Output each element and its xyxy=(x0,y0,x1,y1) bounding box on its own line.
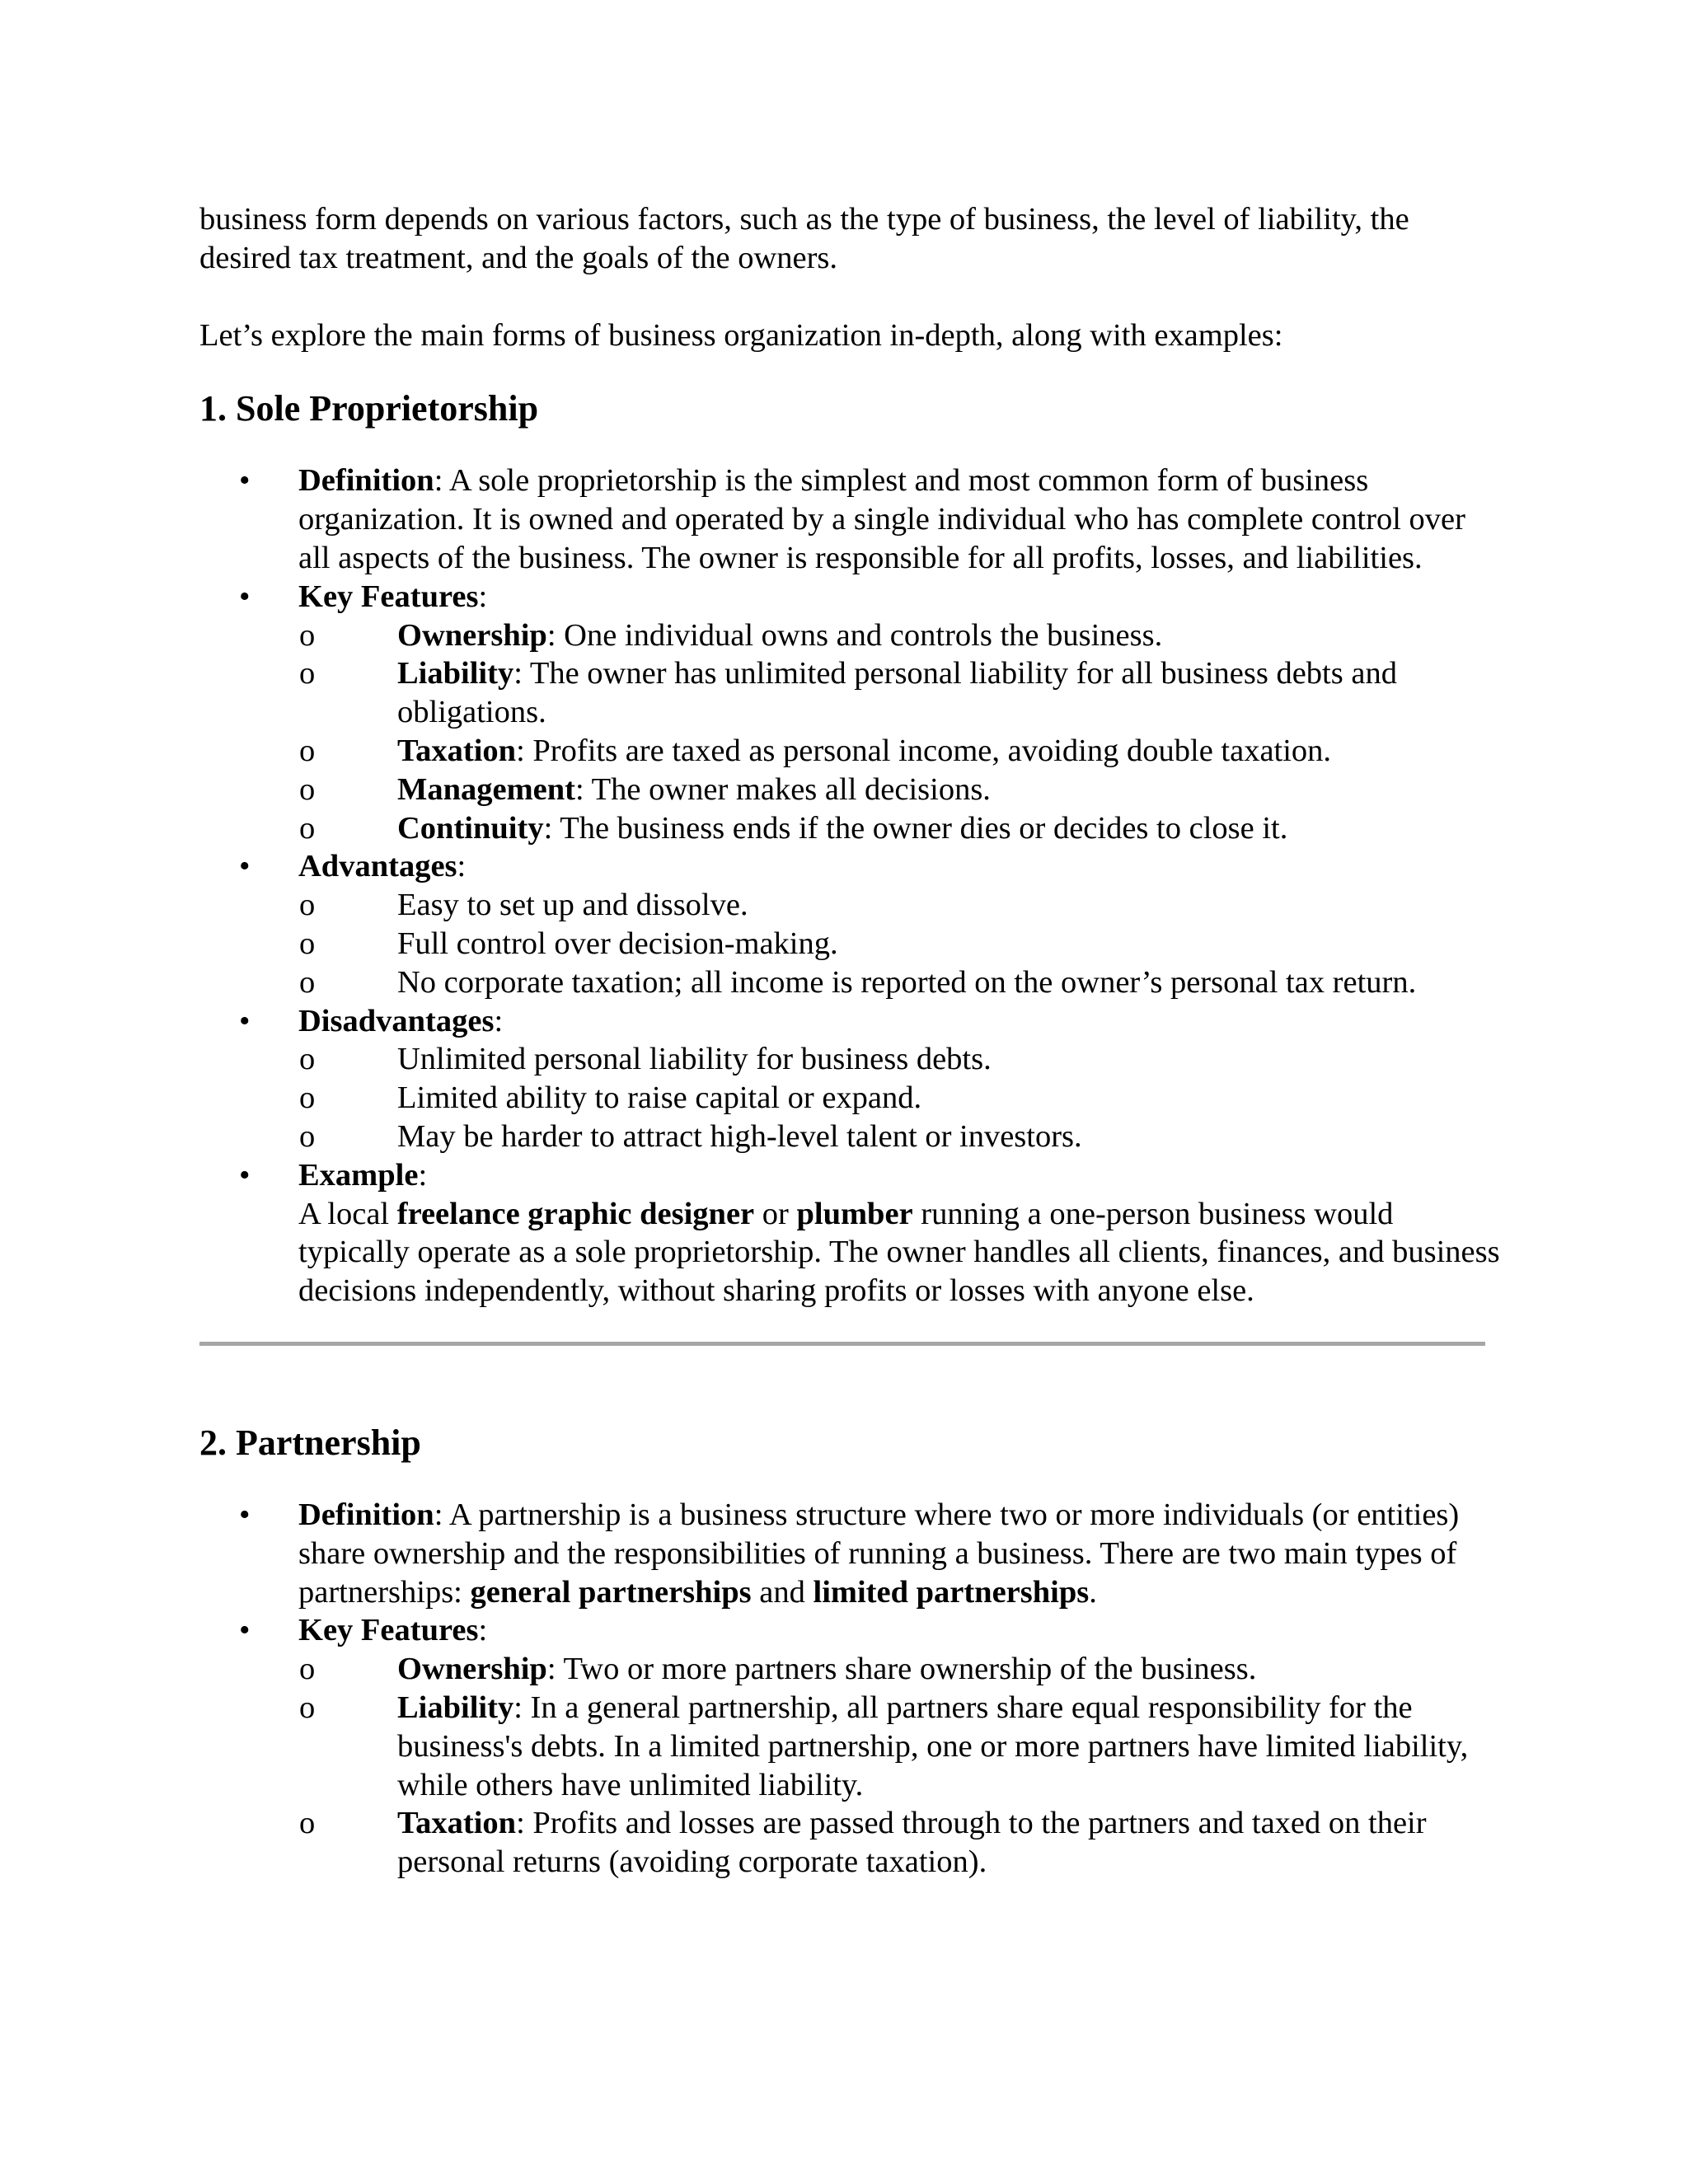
sublist-item: o No corporate taxation; all income is reported on the owner’s personal tax return. xyxy=(298,963,1502,1002)
sublist-item: o Unlimited personal liability for business debts. xyxy=(298,1040,1502,1079)
item-label: Key Features xyxy=(298,1613,479,1648)
sublist-item xyxy=(298,1650,1502,1689)
section-heading-sole-proprietorship: 1. Sole Proprietorship xyxy=(199,388,539,429)
list-item-disadvantages: • Disadvantages: o Unlimited personal liability for business debts. o Limited ability to raise capital or expand. o May be harder to attract high-level talent or investors. xyxy=(199,1002,1502,1156)
definition-text-pre: : A partnership is a business structure where two or more individuals (or entities) share ownership and the responsibilities of running a business. There are two main types of partnerships: xyxy=(298,1497,1460,1610)
example-bold-2: plumber xyxy=(796,1196,913,1231)
definition-bold-2: limited partnerships xyxy=(813,1574,1090,1610)
definition-text-mid: and xyxy=(751,1574,814,1610)
list-item-definition xyxy=(199,1496,1502,1611)
definition-text-post: . xyxy=(1089,1574,1097,1610)
item-label: Definition xyxy=(298,1497,434,1532)
item-text: : A sole proprietorship is the simplest and most common form of business organization. It is owned and operated by a single individual who has complete control over all aspects of the business. The owner is responsible for all profits, losses, and liabilities. xyxy=(298,463,1465,575)
sublist-item xyxy=(298,616,1502,655)
item-label: Disadvantages xyxy=(298,1003,495,1038)
intro-lead-paragraph: Let’s explore the main forms of business organization in-depth, along with examples: xyxy=(199,317,1283,353)
sublist-item xyxy=(298,771,1502,809)
example-text-post: running a one-person business would typically operate as a sole proprietorship. The owner handles all clients, finances, and business decisions independently, without sharing profits or losses with anyone else. xyxy=(298,1196,1500,1309)
partnership-list xyxy=(199,1496,1502,1882)
page-content xyxy=(199,200,1502,1882)
sublist-item xyxy=(298,1689,1502,1804)
sublist-item: o Easy to set up and dissolve. xyxy=(298,886,1502,925)
sublist-item xyxy=(298,1804,1502,1882)
list-item-key-features: • Key Features: o Ownership: Two or more partners share ownership of the business. o Liability: In a general partnership, all partners share equal responsibility for the business's debts. In a limited partnership, one or more partners have limited liability, while others have unlimited liability. o Taxation: Profits and losses are passed through to the partners and taxed on their personal returns (avoiding corporate taxation). xyxy=(199,1611,1502,1882)
item-text: : Profits are taxed as personal income, avoiding double taxation. xyxy=(516,733,1332,768)
item-text: : Two or more partners share ownership of the business. xyxy=(546,1652,1257,1687)
item-label: Liability xyxy=(397,656,514,691)
sublist-item xyxy=(298,809,1502,848)
item-label: Management xyxy=(397,771,575,807)
sublist-item xyxy=(298,732,1502,771)
key-features-sublist xyxy=(298,616,1502,848)
item-label: Ownership xyxy=(397,1652,547,1687)
example-text-mid: or xyxy=(754,1196,797,1231)
item-text: : The business ends if the owner dies or decides to close it. xyxy=(543,810,1288,846)
intro-paragraph: business form depends on various factors, such as the type of business, the level of liability, the desired tax treatment, and the goals of the owners. xyxy=(199,202,1409,275)
list-item-advantages: • Advantages: o Easy to set up and dissolve. o Full control over decision-making. o No corporate taxation; all income is reported on the owner’s personal tax return. xyxy=(199,847,1502,1001)
item-label: Taxation xyxy=(397,733,517,768)
list-item-key-features: • Key Features: o Ownership: One individual owns and controls the business. o Liability: The owner has unlimited personal liability for all business debts and obligations. o Taxation: Profits are taxed as personal income, avoiding double taxation. o Management: The owner makes all decisions. o Continuity: The business ends if the owner dies or decides to close it. xyxy=(199,578,1502,848)
sublist-item: o Full control over decision-making. xyxy=(298,925,1502,963)
item-label: Definition xyxy=(298,463,434,499)
item-label: Example xyxy=(298,1157,419,1193)
disadvantages-sublist xyxy=(298,1040,1502,1155)
sublist-item xyxy=(298,654,1502,732)
item-text: : In a general partnership, all partners share equal responsibility for the business's debts. In a limited partnership, one or more partners have limited liability, while others have unlimited liability. xyxy=(397,1690,1469,1802)
list-item-definition xyxy=(199,462,1502,577)
item-label: Taxation xyxy=(397,1806,517,1841)
example-bold-1: freelance graphic designer xyxy=(396,1196,755,1231)
advantages-sublist xyxy=(298,886,1502,1001)
sublist-item: o May be harder to attract high-level talent or investors. xyxy=(298,1118,1502,1156)
item-text: : The owner makes all decisions. xyxy=(574,771,991,807)
item-label: Continuity xyxy=(397,810,544,846)
item-label: Key Features xyxy=(298,579,479,614)
section-heading-partnership: 2. Partnership xyxy=(199,1422,421,1463)
item-label: Advantages xyxy=(298,849,457,884)
item-label: Liability xyxy=(397,1690,514,1725)
item-text: : The owner has unlimited personal liability for all business debts and obligations. xyxy=(397,656,1397,730)
example-text-pre: A local xyxy=(298,1196,397,1231)
item-text: : Profits and losses are passed through to the partners and taxed on their personal returns (avoiding corporate taxation). xyxy=(397,1806,1427,1880)
sublist-item: o Limited ability to raise capital or expand. xyxy=(298,1079,1502,1118)
item-text: : One individual owns and controls the business. xyxy=(546,617,1163,653)
list-item-example: • Example: A local freelance graphic designer or plumber running a one-person business would typically operate as a sole proprietorship. The owner handles all clients, finances, and business decisions independently, without sharing profits or losses with anyone else. xyxy=(199,1156,1502,1310)
key-features-sublist xyxy=(298,1650,1502,1882)
sole-proprietorship-list xyxy=(199,462,1502,1310)
definition-bold-1: general partnerships xyxy=(470,1574,752,1610)
item-label: Ownership xyxy=(397,617,547,653)
